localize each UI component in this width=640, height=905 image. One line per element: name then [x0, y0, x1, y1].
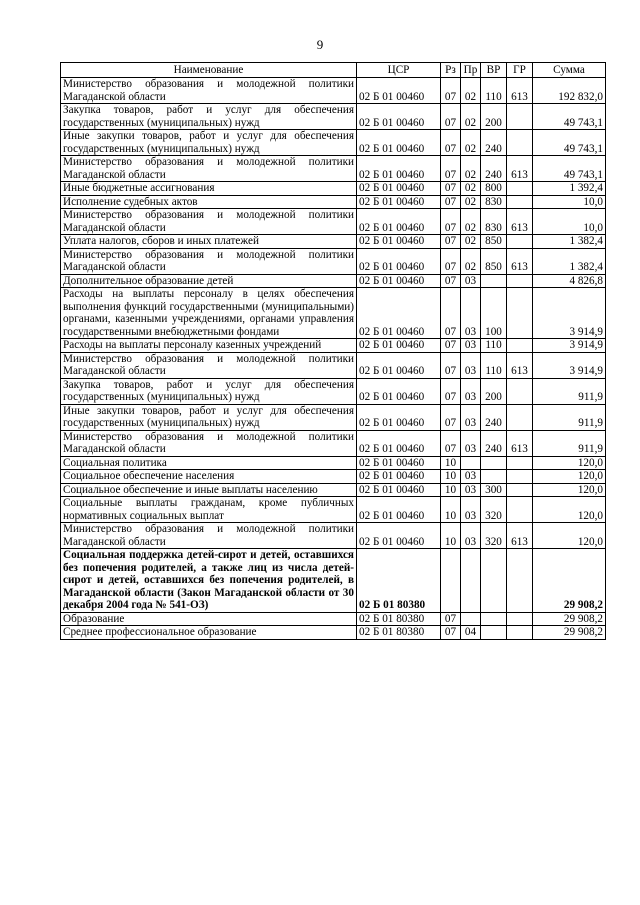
- cell-gr: [507, 626, 533, 640]
- cell-csr: 02 Б 01 00460: [357, 404, 441, 430]
- cell-csr: 02 Б 01 00460: [357, 182, 441, 196]
- cell-vr: 320: [481, 523, 507, 549]
- cell-name: Закупка товаров, работ и услуг для обеспечения государственных (муниципальных) нужд: [61, 378, 357, 404]
- table-row: [61, 339, 606, 353]
- cell-name: Министерство образования и молодежной политики Магаданской области: [61, 209, 357, 235]
- cell-csr: 02 Б 01 00460: [357, 78, 441, 104]
- table-row: [61, 274, 606, 288]
- table-row: [61, 182, 606, 196]
- cell-vr: 800: [481, 182, 507, 196]
- cell-sum: 49 743,1: [533, 156, 606, 182]
- cell-gr: [507, 470, 533, 484]
- cell-pr: 03: [461, 288, 481, 339]
- cell-sum: 3 914,9: [533, 339, 606, 353]
- table-row: [61, 209, 606, 235]
- cell-name: Закупка товаров, работ и услуг для обеспечения государственных (муниципальных) нужд: [61, 104, 357, 130]
- cell-name: Иные закупки товаров, работ и услуг для обеспечения государственных (муниципальных) нужд: [61, 404, 357, 430]
- table-row: [61, 523, 606, 549]
- cell-sum: 3 914,9: [533, 288, 606, 339]
- cell-gr: [507, 274, 533, 288]
- cell-sum: 1 392,4: [533, 182, 606, 196]
- cell-vr: [481, 456, 507, 470]
- cell-name: Иные закупки товаров, работ и услуг для обеспечения государственных (муниципальных) нужд: [61, 130, 357, 156]
- cell-sum: 1 382,4: [533, 235, 606, 249]
- cell-csr: 02 Б 01 00460: [357, 235, 441, 249]
- cell-csr: 02 Б 01 00460: [357, 195, 441, 209]
- cell-csr: 02 Б 01 00460: [357, 470, 441, 484]
- cell-gr: 613: [507, 248, 533, 274]
- cell-rz: 07: [441, 430, 461, 456]
- cell-pr: [461, 612, 481, 626]
- cell-name: Министерство образования и молодежной политики Магаданской области: [61, 523, 357, 549]
- cell-vr: 200: [481, 378, 507, 404]
- cell-csr: 02 Б 01 00460: [357, 130, 441, 156]
- cell-pr: 03: [461, 378, 481, 404]
- cell-sum: 49 743,1: [533, 104, 606, 130]
- cell-csr: 02 Б 01 00460: [357, 104, 441, 130]
- cell-rz: 07: [441, 339, 461, 353]
- cell-gr: [507, 195, 533, 209]
- cell-rz: 07: [441, 235, 461, 249]
- cell-sum: 10,0: [533, 209, 606, 235]
- cell-gr: [507, 235, 533, 249]
- cell-rz: 07: [441, 626, 461, 640]
- cell-name: Социальное обеспечение и иные выплаты населению: [61, 483, 357, 497]
- cell-csr: 02 Б 01 00460: [357, 209, 441, 235]
- cell-sum: 4 826,8: [533, 274, 606, 288]
- cell-gr: [507, 404, 533, 430]
- cell-rz: 07: [441, 209, 461, 235]
- cell-gr: [507, 182, 533, 196]
- header-csr: ЦСР: [357, 63, 441, 78]
- cell-pr: 02: [461, 156, 481, 182]
- cell-csr: 02 Б 01 00460: [357, 497, 441, 523]
- table-row: [61, 430, 606, 456]
- header-name: Наименование: [61, 63, 357, 78]
- cell-vr: 240: [481, 404, 507, 430]
- cell-vr: 200: [481, 104, 507, 130]
- cell-pr: 02: [461, 78, 481, 104]
- cell-pr: [461, 549, 481, 613]
- cell-sum: 29 908,2: [533, 626, 606, 640]
- cell-gr: [507, 288, 533, 339]
- table-body: [61, 78, 606, 640]
- cell-sum: 911,9: [533, 430, 606, 456]
- cell-csr: 02 Б 01 00460: [357, 352, 441, 378]
- cell-vr: 240: [481, 430, 507, 456]
- cell-rz: 07: [441, 156, 461, 182]
- table-row: [61, 483, 606, 497]
- table-row: [61, 456, 606, 470]
- cell-gr: 613: [507, 352, 533, 378]
- table-row: [61, 235, 606, 249]
- cell-csr: 02 Б 01 00460: [357, 156, 441, 182]
- header-sum: Сумма: [533, 63, 606, 78]
- cell-pr: 03: [461, 523, 481, 549]
- cell-pr: 02: [461, 130, 481, 156]
- cell-name: Министерство образования и молодежной политики Магаданской области: [61, 156, 357, 182]
- cell-name: Расходы на выплаты персоналу в целях обеспечения выполнения функций государственными (муниципальными) органами, казенными учреждениями, органами управления государственными внебюджетными фондами: [61, 288, 357, 339]
- cell-gr: 613: [507, 209, 533, 235]
- cell-pr: 03: [461, 470, 481, 484]
- cell-vr: 100: [481, 288, 507, 339]
- cell-vr: 830: [481, 195, 507, 209]
- cell-pr: 03: [461, 483, 481, 497]
- cell-name: Социальная поддержка детей-сирот и детей, оставшихся без попечения родителей, а также лиц из числа детей-сирот и детей, оставшихся без попечения родителей, в Магаданской области (Закон Магаданской области от 30 декабря 2004 года № 541-ОЗ): [61, 549, 357, 613]
- table-row: [61, 288, 606, 339]
- cell-vr: 830: [481, 209, 507, 235]
- cell-sum: 120,0: [533, 456, 606, 470]
- cell-name: Министерство образования и молодежной политики Магаданской области: [61, 430, 357, 456]
- cell-name: Социальная политика: [61, 456, 357, 470]
- cell-sum: 192 832,0: [533, 78, 606, 104]
- budget-table: [60, 62, 606, 640]
- cell-name: Исполнение судебных актов: [61, 195, 357, 209]
- cell-name: Расходы на выплаты персоналу казенных учреждений: [61, 339, 357, 353]
- cell-vr: [481, 626, 507, 640]
- cell-pr: 03: [461, 430, 481, 456]
- cell-sum: 1 382,4: [533, 248, 606, 274]
- table-row: [61, 626, 606, 640]
- cell-gr: [507, 612, 533, 626]
- cell-gr: [507, 378, 533, 404]
- cell-gr: [507, 339, 533, 353]
- cell-vr: 110: [481, 78, 507, 104]
- cell-gr: 613: [507, 523, 533, 549]
- cell-rz: 07: [441, 288, 461, 339]
- cell-rz: 10: [441, 483, 461, 497]
- cell-rz: 10: [441, 523, 461, 549]
- header-rz: Рз: [441, 63, 461, 78]
- cell-csr: 02 Б 01 00460: [357, 248, 441, 274]
- header-vr: ВР: [481, 63, 507, 78]
- cell-rz: 07: [441, 612, 461, 626]
- cell-csr: 02 Б 01 80380: [357, 549, 441, 613]
- cell-gr: [507, 104, 533, 130]
- cell-csr: 02 Б 01 80380: [357, 626, 441, 640]
- cell-rz: 07: [441, 378, 461, 404]
- cell-vr: 240: [481, 130, 507, 156]
- cell-csr: 02 Б 01 80380: [357, 612, 441, 626]
- cell-csr: 02 Б 01 00460: [357, 274, 441, 288]
- cell-rz: 07: [441, 195, 461, 209]
- cell-pr: 03: [461, 274, 481, 288]
- cell-pr: 03: [461, 352, 481, 378]
- cell-name: Министерство образования и молодежной политики Магаданской области: [61, 352, 357, 378]
- cell-rz: 07: [441, 274, 461, 288]
- cell-gr: 613: [507, 78, 533, 104]
- table-row: [61, 195, 606, 209]
- table-row: [61, 549, 606, 613]
- cell-name: Образование: [61, 612, 357, 626]
- cell-vr: [481, 549, 507, 613]
- cell-name: Министерство образования и молодежной политики Магаданской области: [61, 248, 357, 274]
- cell-vr: [481, 274, 507, 288]
- cell-gr: 613: [507, 156, 533, 182]
- cell-rz: [441, 549, 461, 613]
- cell-sum: 49 743,1: [533, 130, 606, 156]
- cell-rz: 10: [441, 497, 461, 523]
- table-row: [61, 612, 606, 626]
- cell-rz: 07: [441, 130, 461, 156]
- cell-sum: 120,0: [533, 497, 606, 523]
- page-number: 9: [316, 37, 324, 52]
- cell-name: Уплата налогов, сборов и иных платежей: [61, 235, 357, 249]
- table-row: [61, 156, 606, 182]
- cell-pr: [461, 456, 481, 470]
- header-pr: Пр: [461, 63, 481, 78]
- header-gr: ГР: [507, 63, 533, 78]
- cell-sum: 911,9: [533, 404, 606, 430]
- cell-name: Среднее профессиональное образование: [61, 626, 357, 640]
- table-row: [61, 497, 606, 523]
- cell-pr: 03: [461, 404, 481, 430]
- cell-vr: 110: [481, 352, 507, 378]
- table-header-row: [61, 63, 606, 78]
- cell-csr: 02 Б 01 00460: [357, 339, 441, 353]
- table-row: [61, 104, 606, 130]
- cell-pr: 02: [461, 104, 481, 130]
- cell-name: Социальное обеспечение населения: [61, 470, 357, 484]
- table-row: [61, 248, 606, 274]
- cell-name: Министерство образования и молодежной политики Магаданской области: [61, 78, 357, 104]
- cell-vr: [481, 470, 507, 484]
- cell-pr: 02: [461, 182, 481, 196]
- cell-csr: 02 Б 01 00460: [357, 483, 441, 497]
- table-row: [61, 78, 606, 104]
- table-row: [61, 130, 606, 156]
- cell-csr: 02 Б 01 00460: [357, 288, 441, 339]
- cell-pr: 02: [461, 209, 481, 235]
- cell-pr: 04: [461, 626, 481, 640]
- table-row: [61, 470, 606, 484]
- cell-csr: 02 Б 01 00460: [357, 430, 441, 456]
- cell-sum: 10,0: [533, 195, 606, 209]
- cell-pr: 03: [461, 497, 481, 523]
- table-row: [61, 378, 606, 404]
- cell-name: Дополнительное образование детей: [61, 274, 357, 288]
- cell-rz: 07: [441, 404, 461, 430]
- cell-pr: 03: [461, 339, 481, 353]
- cell-pr: 02: [461, 195, 481, 209]
- cell-gr: [507, 483, 533, 497]
- cell-vr: 320: [481, 497, 507, 523]
- cell-name: Социальные выплаты гражданам, кроме публичных нормативных социальных выплат: [61, 497, 357, 523]
- cell-vr: 240: [481, 156, 507, 182]
- cell-vr: [481, 612, 507, 626]
- cell-csr: 02 Б 01 00460: [357, 523, 441, 549]
- table-row: [61, 404, 606, 430]
- cell-pr: 02: [461, 235, 481, 249]
- cell-sum: 29 908,2: [533, 549, 606, 613]
- cell-gr: 613: [507, 430, 533, 456]
- cell-sum: 911,9: [533, 378, 606, 404]
- cell-rz: 10: [441, 456, 461, 470]
- cell-sum: 3 914,9: [533, 352, 606, 378]
- cell-gr: [507, 549, 533, 613]
- cell-sum: 120,0: [533, 470, 606, 484]
- cell-gr: [507, 130, 533, 156]
- cell-sum: 120,0: [533, 483, 606, 497]
- cell-rz: 07: [441, 352, 461, 378]
- cell-csr: 02 Б 01 00460: [357, 378, 441, 404]
- cell-rz: 07: [441, 104, 461, 130]
- cell-vr: 850: [481, 235, 507, 249]
- cell-vr: 110: [481, 339, 507, 353]
- cell-rz: 10: [441, 470, 461, 484]
- cell-vr: 300: [481, 483, 507, 497]
- cell-vr: 850: [481, 248, 507, 274]
- cell-gr: [507, 497, 533, 523]
- cell-sum: 120,0: [533, 523, 606, 549]
- cell-gr: [507, 456, 533, 470]
- cell-csr: 02 Б 01 00460: [357, 456, 441, 470]
- cell-name: Иные бюджетные ассигнования: [61, 182, 357, 196]
- cell-sum: 29 908,2: [533, 612, 606, 626]
- table-row: [61, 352, 606, 378]
- cell-rz: 07: [441, 78, 461, 104]
- cell-rz: 07: [441, 182, 461, 196]
- cell-pr: 02: [461, 248, 481, 274]
- cell-rz: 07: [441, 248, 461, 274]
